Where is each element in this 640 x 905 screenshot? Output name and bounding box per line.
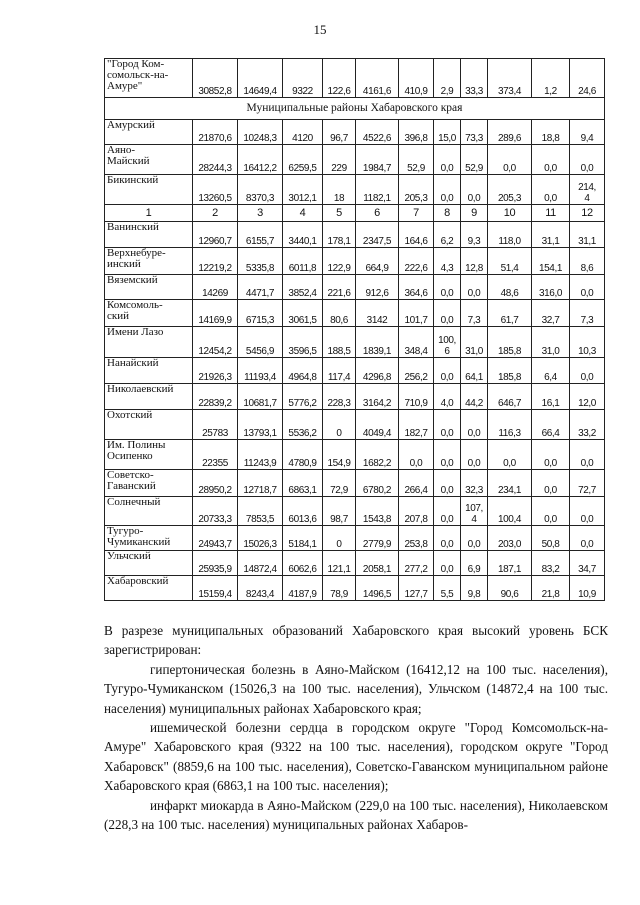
table-row [105,470,605,497]
value-cell: 3596,5 [283,327,323,358]
value-cell: 266,4 [399,470,434,497]
value-cell: 0,0 [434,410,461,440]
value-cell: 0,0 [434,175,461,205]
value-cell: 18 [323,175,356,205]
value-cell: 2347,5 [356,222,399,248]
territory-name-line: Майский [107,155,150,167]
value-cell: 5776,2 [283,384,323,410]
column-number-cell: 1 [105,205,193,222]
paragraph-infarction: инфаркт миокарда в Аяно-Майском (229,0 на 100 тыс. населения), Николаевском (228,3 на 100 тыс. населения) муниципальных районах Хабаров- [104,797,608,833]
value-cell: 25783 [193,410,238,440]
value-cell: 96,7 [323,120,356,145]
value-cell: 4964,8 [283,358,323,384]
territory-name-line: Верхнебуре- [107,247,166,259]
table-row [105,526,605,551]
value-cell: 1543,8 [356,497,399,526]
value-cell: 6155,7 [238,222,283,248]
value-cell: 0,0 [434,358,461,384]
territory-name-cell [105,551,193,576]
territory-name-line: "Город Ком- [107,58,165,70]
value-cell: 0,0 [461,275,488,300]
territory-name-cell [105,526,193,551]
column-number-cell: 11 [532,205,570,222]
value-cell: 2779,9 [356,526,399,551]
territory-name-line: Бикинский [107,174,159,186]
territory-name-line: Имени Лазо [107,326,164,338]
value-cell: 14169,9 [193,300,238,327]
value-cell: 0,0 [570,358,605,384]
value-cell: 4,3 [434,248,461,275]
value-cell: 185,8 [488,358,532,384]
value-cell: 234,1 [488,470,532,497]
territory-name-cell [105,440,193,470]
value-cell: 396,8 [399,120,434,145]
value-cell: 10681,7 [238,384,283,410]
value-cell: 5,5 [434,576,461,601]
value-cell: 3852,4 [283,275,323,300]
table-row [105,440,605,470]
value-cell: 5184,1 [283,526,323,551]
territory-name-cell [105,175,193,205]
value-cell: 66,4 [532,410,570,440]
territory-name-line: инский [107,258,141,270]
table-row [105,497,605,526]
column-number-cell: 10 [488,205,532,222]
value-cell: 373,4 [488,59,532,98]
paragraph-ischemic: ишемической болезни сердца в городском округе "Город Комсомольск-на-Амуре" Хабаровского края (9322 на 100 тыс. населения), городском округе "Город Хабаровск" (8859,6 на 100 тыс. населения), Советско-Гаванском муниципальном районе Хабаровского края (6863,1 на 100 тыс. населения); [104,720,608,794]
value-cell: 0,0 [434,470,461,497]
value-cell: 348,4 [399,327,434,358]
value-cell: 3142 [356,300,399,327]
value-cell: 51,4 [488,248,532,275]
value-cell: 256,2 [399,358,434,384]
value-cell: 1984,7 [356,145,399,175]
value-cell: 664,9 [356,248,399,275]
paragraph-intro: В разрезе муниципальных образований Хабаровского края высокий уровень БСК зарегистрирован: [104,623,608,658]
value-cell: 24,6 [570,59,605,98]
value-cell: 4471,7 [238,275,283,300]
value-cell: 52,9 [399,145,434,175]
value-cell: 3061,5 [283,300,323,327]
table-row [105,222,605,248]
territory-name-line: Вяземский [107,274,158,286]
value-cell: 48,6 [488,275,532,300]
value-cell: 8243,4 [238,576,283,601]
value-cell: 30852,8 [193,59,238,98]
value-cell: 4522,6 [356,120,399,145]
value-cell: 205,3 [399,175,434,205]
value-cell: 83,2 [532,551,570,576]
value-cell: 80,6 [323,300,356,327]
table-row [105,300,605,327]
value-cell: 9322 [283,59,323,98]
value-cell: 16,1 [532,384,570,410]
value-cell: 22839,2 [193,384,238,410]
value-cell: 118,0 [488,222,532,248]
value-cell: 277,2 [399,551,434,576]
table-row [105,551,605,576]
value-cell: 34,7 [570,551,605,576]
value-cell: 100,4 [488,497,532,526]
value-cell: 646,7 [488,384,532,410]
table-row [105,59,605,98]
table-row [105,576,605,601]
statistics-table [104,58,605,601]
value-cell: 64,1 [461,358,488,384]
value-cell: 0,0 [570,145,605,175]
value-cell: 10,3 [570,327,605,358]
value-cell: 0,0 [399,440,434,470]
territory-name-line: Тугуро- [107,525,144,537]
value-cell: 4187,9 [283,576,323,601]
value-cell: 182,7 [399,410,434,440]
value-cell: 0,0 [434,551,461,576]
value-cell: 4161,6 [356,59,399,98]
value-cell: 12718,7 [238,470,283,497]
value-cell: 25935,9 [193,551,238,576]
territory-name-line: Осипенко [107,450,153,462]
value-cell: 6,9 [461,551,488,576]
table-row [105,248,605,275]
value-cell: 410,9 [399,59,434,98]
territory-name-line: Хабаровский [107,575,169,587]
territory-name-line: ский [107,310,129,322]
value-cell: 8,6 [570,248,605,275]
territory-name-line: Амурский [107,119,155,131]
table-row [105,175,605,205]
column-number-cell: 12 [570,205,605,222]
territory-name-line: Нанайский [107,357,159,369]
value-cell: 5335,8 [238,248,283,275]
table-row [105,145,605,175]
value-cell: 6780,2 [356,470,399,497]
value-cell: 0,0 [434,526,461,551]
value-cell: 185,8 [488,327,532,358]
value-cell: 61,7 [488,300,532,327]
value-cell: 50,8 [532,526,570,551]
value-cell: 912,6 [356,275,399,300]
page-number: 15 [313,22,327,37]
value-cell: 7,3 [461,300,488,327]
value-cell: 214, 4 [570,175,605,205]
value-cell: 710,9 [399,384,434,410]
value-cell: 9,4 [570,120,605,145]
territory-name-line: Охотский [107,409,153,421]
value-cell: 6863,1 [283,470,323,497]
column-number-cell: 4 [283,205,323,222]
territory-name-cell [105,275,193,300]
table-row [105,410,605,440]
value-cell: 9,8 [461,576,488,601]
column-number-cell: 7 [399,205,434,222]
value-cell: 0,0 [570,275,605,300]
value-cell: 289,6 [488,120,532,145]
value-cell: 222,6 [399,248,434,275]
value-cell: 32,3 [461,470,488,497]
value-cell: 1839,1 [356,327,399,358]
value-cell: 78,9 [323,576,356,601]
territory-name-cell [105,222,193,248]
territory-name-cell [105,248,193,275]
value-cell: 14872,4 [238,551,283,576]
value-cell: 0,0 [461,526,488,551]
value-cell: 15026,3 [238,526,283,551]
value-cell: 221,6 [323,275,356,300]
value-cell: 6,2 [434,222,461,248]
value-cell: 0,0 [570,497,605,526]
column-number-cell: 6 [356,205,399,222]
value-cell: 228,3 [323,384,356,410]
table-row [105,384,605,410]
value-cell: 100, 6 [434,327,461,358]
value-cell: 5536,2 [283,410,323,440]
value-cell: 44,2 [461,384,488,410]
value-cell: 6715,3 [238,300,283,327]
value-cell: 1682,2 [356,440,399,470]
value-cell: 0,0 [532,145,570,175]
value-cell: 10,9 [570,576,605,601]
territory-name-cell [105,410,193,440]
territory-name-cell [105,358,193,384]
territory-name-line: Ванинский [107,221,159,233]
table-row [105,120,605,145]
value-cell: 6011,8 [283,248,323,275]
value-cell: 229 [323,145,356,175]
value-cell: 0,0 [488,440,532,470]
value-cell: 1496,5 [356,576,399,601]
value-cell: 12219,2 [193,248,238,275]
value-cell: 4780,9 [283,440,323,470]
value-cell: 1,2 [532,59,570,98]
territory-name-line: Комсомоль- [107,299,163,311]
territory-name-cell [105,300,193,327]
value-cell: 253,8 [399,526,434,551]
value-cell: 154,9 [323,440,356,470]
value-cell: 0,0 [434,300,461,327]
value-cell: 0,0 [532,497,570,526]
column-number-cell: 5 [323,205,356,222]
value-cell: 11243,9 [238,440,283,470]
value-cell: 12454,2 [193,327,238,358]
territory-name-line: Амуре" [107,80,143,92]
table-column-numbers-row [105,205,605,222]
value-cell: 21870,6 [193,120,238,145]
value-cell: 0,0 [434,497,461,526]
value-cell: 6259,5 [283,145,323,175]
value-cell: 14269 [193,275,238,300]
value-cell: 5456,9 [238,327,283,358]
paragraph-hypertension: гипертоническая болезнь в Аяно-Майском (16412,12 на 100 тыс. населения), Тугуро-Чумиканском (15026,3 на 100 тыс. населения), Ульчском (14872,4 на 100 тыс. населения) муниципальных районах Хабаровского края; [104,661,608,716]
value-cell: 8370,3 [238,175,283,205]
value-cell: 16412,2 [238,145,283,175]
value-cell: 0,0 [434,145,461,175]
value-cell: 122,9 [323,248,356,275]
territory-name-line: Солнечный [107,496,161,508]
territory-name-line: Ульчский [107,550,151,562]
value-cell: 21,8 [532,576,570,601]
value-cell: 22355 [193,440,238,470]
territory-name-cell [105,327,193,358]
body-text [104,621,608,834]
value-cell: 0,0 [532,470,570,497]
value-cell: 0,0 [532,175,570,205]
value-cell: 316,0 [532,275,570,300]
value-cell: 3440,1 [283,222,323,248]
value-cell: 72,7 [570,470,605,497]
table-row [105,275,605,300]
value-cell: 28244,3 [193,145,238,175]
value-cell: 4296,8 [356,358,399,384]
value-cell: 0 [323,526,356,551]
territory-name-cell [105,59,193,98]
value-cell: 107, 4 [461,497,488,526]
value-cell: 33,2 [570,410,605,440]
value-cell: 15159,4 [193,576,238,601]
value-cell: 73,3 [461,120,488,145]
value-cell: 116,3 [488,410,532,440]
value-cell: 52,9 [461,145,488,175]
value-cell: 0,0 [488,145,532,175]
value-cell: 32,7 [532,300,570,327]
value-cell: 18,8 [532,120,570,145]
value-cell: 24943,7 [193,526,238,551]
value-cell: 6062,6 [283,551,323,576]
value-cell: 203,0 [488,526,532,551]
territory-name-cell [105,145,193,175]
value-cell: 207,8 [399,497,434,526]
territory-name-line: Чумиканский [107,536,171,548]
territory-name-cell [105,576,193,601]
value-cell: 2058,1 [356,551,399,576]
value-cell: 28950,2 [193,470,238,497]
value-cell: 21926,3 [193,358,238,384]
section-header-cell: Муниципальные районы Хабаровского края [105,98,605,120]
value-cell: 4049,4 [356,410,399,440]
value-cell: 0,0 [461,440,488,470]
territory-name-cell [105,497,193,526]
column-number-cell: 2 [193,205,238,222]
value-cell: 31,0 [461,327,488,358]
value-cell: 0,0 [570,526,605,551]
value-cell: 31,1 [570,222,605,248]
value-cell: 0,0 [461,410,488,440]
territory-name-cell [105,120,193,145]
value-cell: 14649,4 [238,59,283,98]
territory-name-line: Гаванский [107,480,156,492]
value-cell: 31,1 [532,222,570,248]
value-cell: 205,3 [488,175,532,205]
column-number-cell: 3 [238,205,283,222]
value-cell: 187,1 [488,551,532,576]
value-cell: 178,1 [323,222,356,248]
value-cell: 90,6 [488,576,532,601]
value-cell: 33,3 [461,59,488,98]
value-cell: 15,0 [434,120,461,145]
table-row [105,358,605,384]
value-cell: 1182,1 [356,175,399,205]
value-cell: 0,0 [532,440,570,470]
value-cell: 154,1 [532,248,570,275]
value-cell: 31,0 [532,327,570,358]
table-row [105,327,605,358]
table-section-row [105,98,605,120]
value-cell: 7853,5 [238,497,283,526]
value-cell: 0,0 [434,275,461,300]
value-cell: 364,6 [399,275,434,300]
value-cell: 13260,5 [193,175,238,205]
value-cell: 20733,3 [193,497,238,526]
value-cell: 164,6 [399,222,434,248]
value-cell: 13793,1 [238,410,283,440]
territory-name-cell [105,384,193,410]
value-cell: 3164,2 [356,384,399,410]
value-cell: 0,0 [570,440,605,470]
value-cell: 121,1 [323,551,356,576]
value-cell: 122,6 [323,59,356,98]
value-cell: 3012,1 [283,175,323,205]
column-number-cell: 9 [461,205,488,222]
value-cell: 9,3 [461,222,488,248]
value-cell: 7,3 [570,300,605,327]
value-cell: 127,7 [399,576,434,601]
column-number-cell: 8 [434,205,461,222]
value-cell: 98,7 [323,497,356,526]
value-cell: 10248,3 [238,120,283,145]
value-cell: 101,7 [399,300,434,327]
territory-name-line: Аяно- [107,144,136,156]
territory-name-line: сомольск-на- [107,69,169,81]
value-cell: 188,5 [323,327,356,358]
value-cell: 12960,7 [193,222,238,248]
value-cell: 2,9 [434,59,461,98]
value-cell: 6,4 [532,358,570,384]
value-cell: 6013,6 [283,497,323,526]
value-cell: 4,0 [434,384,461,410]
value-cell: 0 [323,410,356,440]
value-cell: 72,9 [323,470,356,497]
value-cell: 12,8 [461,248,488,275]
value-cell: 117,4 [323,358,356,384]
territory-name-line: Им. Полины [107,439,166,451]
territory-name-line: Николаевский [107,383,174,395]
value-cell: 12,0 [570,384,605,410]
value-cell: 4120 [283,120,323,145]
territory-name-cell [105,470,193,497]
value-cell: 0,0 [434,440,461,470]
value-cell: 0,0 [461,175,488,205]
territory-name-line: Советско- [107,469,154,481]
value-cell: 11193,4 [238,358,283,384]
